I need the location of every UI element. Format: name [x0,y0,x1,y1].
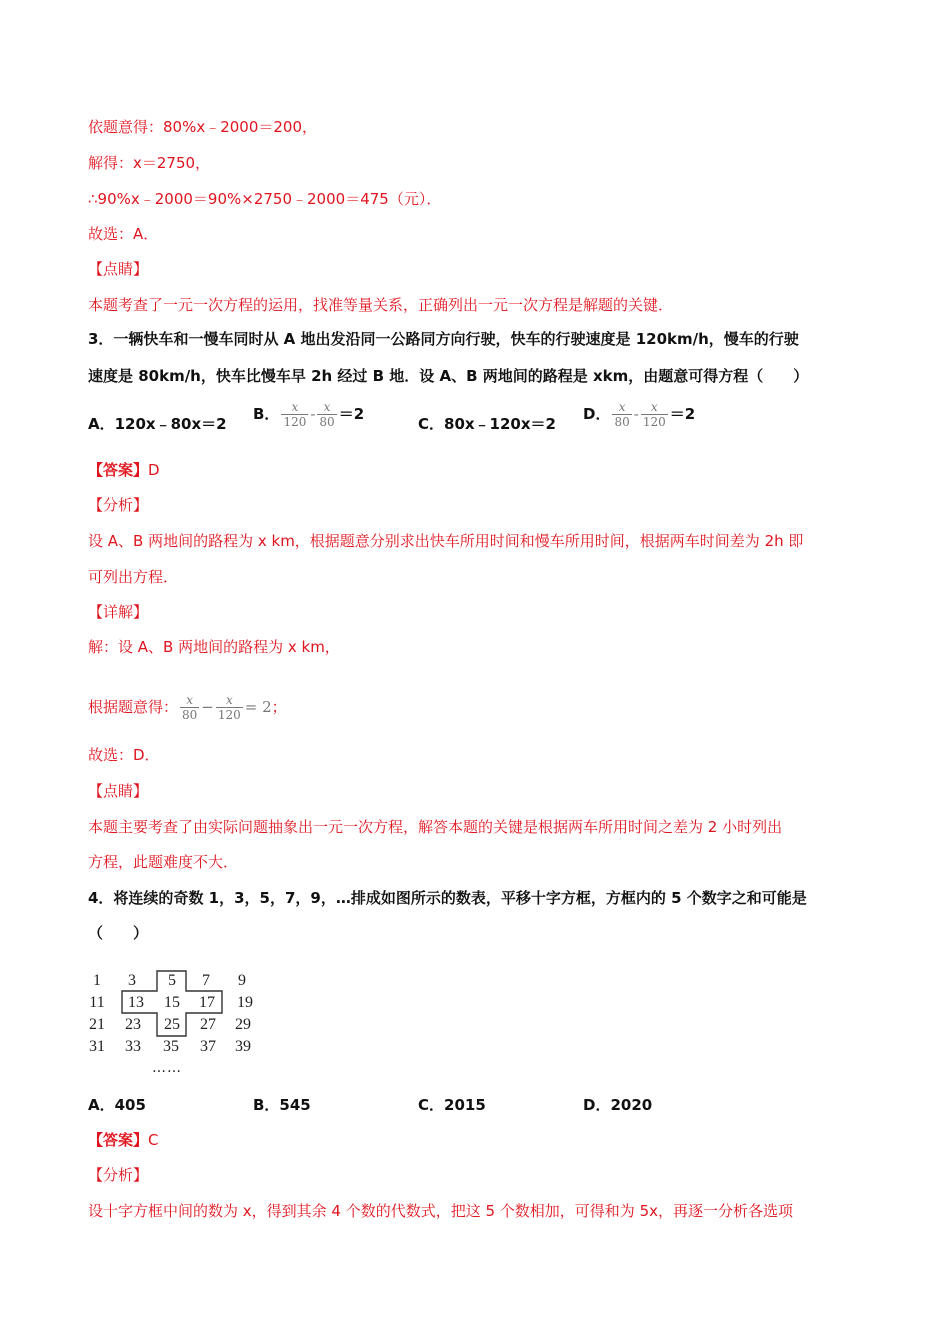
q3-detail-frac2: $\frac{x}{120}$ [217,693,241,722]
grid-cell: 25 [164,1016,180,1033]
grid-cell: 33 [125,1038,141,1055]
grid-ellipsis: …… [152,1060,182,1076]
prev-solve-line: 解得：x＝2750， [88,154,211,172]
grid-cell: 1 [93,972,101,989]
q3-option-c: C．80x﹣120x＝2 [418,415,556,433]
q3-option-d-tail: ＝2 [669,405,696,423]
q3-analysis-line2: 可列出方程． [88,568,179,586]
q3-detail-label: 根据题意得： [88,698,179,716]
q4-option-c: C．2015 [418,1096,486,1114]
q4-answer-value: C [148,1131,159,1149]
grid-cell: 27 [200,1016,216,1033]
q3-option-b-frac1: $\frac{x}{120}$ [283,400,307,429]
q3-answer-row [88,460,160,480]
q3-option-d-frac1: $\frac{x}{80}$ [614,400,630,429]
grid-cell: 13 [128,994,144,1011]
prev-result-line: ∴90%x﹣2000＝90%×2750﹣2000＝475（元）． [88,190,442,208]
grid-cell: 19 [237,994,253,1011]
q4-answer-row [88,1130,159,1150]
grid-cell: 11 [89,994,105,1011]
prev-equation-line: 依题意得：80%x﹣2000＝200， [88,118,318,136]
q3-option-a: A．120x﹣80x＝2 [88,415,227,433]
q3-stem-line2: 速度是 80km/h，快车比慢车早 2h 经过 B 地．设 A、B 两地间的路程是 xkm，由题意可得方程（ ） [88,367,809,385]
q3-analysis-tag: 【分析】 [88,496,149,514]
q4-stem-line1: 4．将连续的奇数 1，3，5，7，9，…排成如图所示的数表，平移十字方框，方框内的 5 个数字之和可能是 [88,889,807,907]
grid-cell: 9 [238,972,246,989]
q3-detail-equation [88,688,287,726]
q3-point-tag: 【点睛】 [88,782,149,800]
q3-option-b-minus: - [310,405,316,423]
q3-detail-tag: 【详解】 [88,603,149,621]
grid-cell: 29 [235,1016,251,1033]
q4-analysis-line1: 设十字方框中间的数为 x，得到其余 4 个数的代数式，把这 5 个数相加，可得和为 5x，再逐一分析各选项 [88,1202,793,1220]
q3-option-d-minus: - [633,405,639,423]
q3-detail-line1: 解：设 A、B 两地间的路程为 x km， [88,638,340,656]
q4-stem-line2: （ ） [88,924,149,942]
grid-cell: 15 [164,994,180,1011]
q3-option-b-label: B． [253,405,280,423]
grid-cell: 21 [89,1016,105,1033]
q3-answer-value: D [148,461,160,479]
grid-cell: 35 [163,1038,179,1055]
q3-point-line2: 方程，此题难度不大． [88,853,239,871]
q4-analysis-tag: 【分析】 [88,1166,149,1184]
grid-cell: 31 [89,1038,105,1055]
q3-stem-line1: 3．一辆快车和一慢车同时从 A 地出发沿同一公路同方向行驶，快车的行驶速度是 120km/h，慢车的行驶 [88,330,799,348]
prev-point-tag: 【点睛】 [88,260,149,278]
q3-detail-choice: 故选：D． [88,746,160,764]
grid-cell: 7 [202,972,210,989]
q3-detail-end: ； [271,698,287,716]
q3-option-b [253,400,364,429]
q4-answer-tag: 【答案】 [88,1131,149,1149]
q3-detail-minus: − [201,698,214,716]
grid-cell: 37 [200,1038,216,1055]
q3-option-d-label: D． [583,405,611,423]
odd-number-table [82,970,272,1080]
grid-cell: 5 [168,972,176,989]
q3-detail-tail: = 2 [244,698,272,716]
grid-cell: 23 [125,1016,141,1033]
q3-option-b-tail: ＝2 [338,405,365,423]
q3-answer-tag: 【答案】 [88,461,149,479]
grid-cell: 3 [128,972,136,989]
grid-cell: 17 [199,994,215,1011]
q3-option-d [583,400,695,429]
q4-option-d: D．2020 [583,1096,653,1114]
prev-choice-line: 故选：A． [88,225,159,243]
grid-cell: 39 [235,1038,251,1055]
q3-analysis-line1: 设 A、B 两地间的路程为 x km，根据题意分别求出快车所用时间和慢车所用时间，根据两车时间差为 2h 即 [88,532,804,550]
q4-option-b: B．545 [253,1096,311,1114]
q3-option-b-frac2: $\frac{x}{80}$ [319,400,335,429]
q3-option-d-frac2: $\frac{x}{120}$ [642,400,666,429]
q3-point-line1: 本题主要考查了由实际问题抽象出一元一次方程，解答本题的关键是根据两车所用时间之差为 2 小时列出 [88,818,783,836]
prev-point-text: 本题考查了一元一次方程的运用，找准等量关系，正确列出一元一次方程是解题的关键． [88,296,674,314]
q4-option-a: A．405 [88,1096,146,1114]
q3-detail-frac1: $\frac{x}{80}$ [182,693,198,722]
